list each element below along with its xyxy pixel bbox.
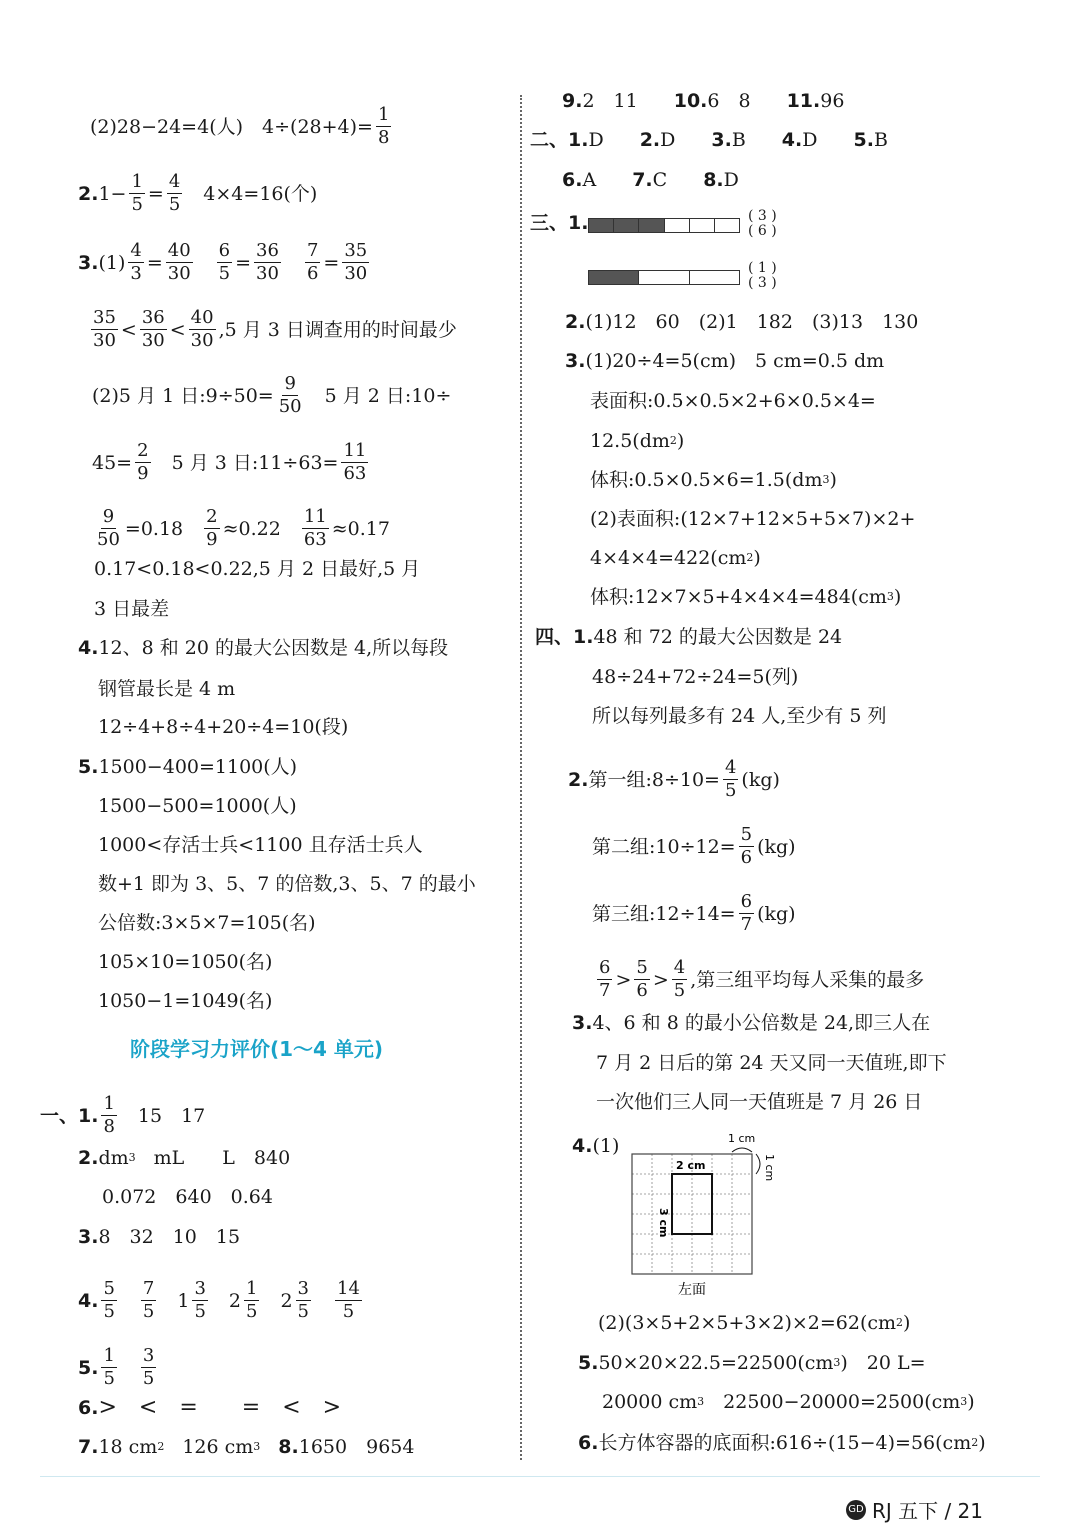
column-divider <box>520 95 522 1460</box>
item-number: 一、1. <box>40 1104 99 1127</box>
brace-side <box>756 1154 760 1174</box>
item-number: 5. <box>78 1356 99 1379</box>
answer-line: 45= $\frac{2}{9}$ 5 月 3 日:11÷63= $\frac{11}{63}$ <box>92 440 367 484</box>
answer-line: 4. (1) <box>572 1135 620 1157</box>
answer-line: 5. 1500−400=1100(人) <box>78 756 298 778</box>
answer-line: 钢管最长是 4 m <box>98 678 236 700</box>
answer-line: 0.17<0.18<0.22,5 月 2 日最好,5 月 <box>94 558 421 580</box>
answer-line: 6 7 > 5 6 > 4 5 ,第三组平均每人采集的最多 <box>599 957 925 1001</box>
footer-rule <box>40 1476 1040 1477</box>
answer-line: 1050−1=1049(名) <box>98 990 273 1012</box>
brace-top <box>732 1148 752 1152</box>
fraction-answer: ( 3 ) ( 6 ) <box>748 208 777 239</box>
answer-line: 一、1. 1 8 15 17 <box>40 1093 206 1137</box>
answer-line: $\frac{9}{50}$ =0.18 $\frac{2}{9}$ ≈0.22 $\frac{11}{63}$ ≈0.17 <box>97 506 390 550</box>
answer-line: 2. dm 3 mL L 840 <box>78 1147 291 1169</box>
item-number: 2. <box>568 768 589 791</box>
answer-line: 3. 4、6 和 8 的最小公倍数是 24,即三人在 <box>572 1012 931 1034</box>
answer-line: 体积:0.5×0.5×6=1.5(dm 3 ) <box>590 469 837 491</box>
label-1cm-side: 1 cm <box>763 1154 776 1182</box>
page-footer <box>846 1495 983 1524</box>
answer-line: 105×10=1050(名) <box>98 951 273 973</box>
answer-line: 9. 2 11 10. 6 8 11. 96 <box>562 90 845 112</box>
answer-line: 表面积:0.5×0.5×2+6×0.5×4= <box>590 390 876 412</box>
label-left-face: 左面 <box>678 1282 706 1298</box>
answer-line: (2)5 月 1 日:9÷50= $\frac{9}{50}$ 5 月 2 日:10÷ <box>92 373 452 417</box>
answer-line: 所以每列最多有 24 人,至少有 5 列 <box>592 705 887 727</box>
item-number: 7. <box>78 1436 99 1458</box>
answer-line: 48÷24+72÷24=5(列) <box>592 666 799 688</box>
label-1cm-top: 1 cm <box>728 1132 756 1145</box>
answer-line: 3. (1) $\frac{4}{3}$ = $\frac{40}{30}$ $\frac{6}{5}$ = $\frac{36}{30}$ $\frac{7}{6}$ = $\frac{35}{30}$ <box>78 240 368 284</box>
item-number: 5. <box>78 756 99 778</box>
item-number: 2. <box>565 311 586 333</box>
answer-line: 12÷4+8÷4+20÷4=10(段) <box>98 716 349 738</box>
item-number: 2. <box>78 182 99 205</box>
answer-line: 35 30 < 36 30 < 40 30 ,5 月 3 日调查用的时间最少 <box>93 307 457 351</box>
item-number: 四、1. <box>535 626 594 648</box>
item-number: 三、1. <box>530 212 589 234</box>
answer-line: 4×4×4=422(cm 2 ) <box>590 547 761 569</box>
answer-line: 7. 18 cm 2 126 cm 3 8. 1650 9654 <box>78 1436 415 1458</box>
item-number: 4. <box>78 1289 99 1312</box>
answer-line: 1000<存活士兵<1100 且存活士兵人 <box>98 834 423 856</box>
item-number: 6. <box>78 1397 99 1419</box>
item-number: 3. <box>572 1012 593 1034</box>
item-number: 2. <box>78 1147 99 1169</box>
fraction-bar-3-of-6 <box>588 218 740 233</box>
text: (2)28−24=4(人) 4÷(28+4)= <box>90 115 373 138</box>
publisher-logo-icon: GD <box>846 1500 866 1520</box>
answer-line: 二、1. D 2. D 3. B 4. D 5. B <box>530 129 888 151</box>
answer-line: 12.5(dm 2 ) <box>590 430 685 452</box>
fraction-answer: ( 1 ) ( 3 ) <box>748 260 777 291</box>
grid-lines <box>632 1154 752 1274</box>
answer-line: 6. 长方体容器的底面积:616÷(15−4)=56(cm 2 ) <box>578 1432 986 1454</box>
answer-line: 1500−500=1000(人) <box>98 795 297 817</box>
answer-line: 7 月 2 日后的第 24 天又同一天值班,即下 <box>596 1052 947 1074</box>
answer-line: 第二组:10÷12= $\frac{5}{6}$ (kg) <box>592 824 796 868</box>
label-3cm: 3 cm <box>657 1208 670 1238</box>
fraction-bar-1-of-3 <box>588 270 740 285</box>
item-number: 5. <box>578 1352 599 1374</box>
answer-line <box>90 104 394 149</box>
item-number: 3. <box>78 251 99 274</box>
fraction: $\frac{1}{8}$ <box>377 104 390 148</box>
answer-line: 2. 第一组:8÷10= $\frac{4}{5}$ (kg) <box>568 757 780 801</box>
item-number: 4. <box>572 1135 593 1157</box>
answer-line: 一次他们三人同一天值班是 7 月 26 日 <box>596 1091 923 1113</box>
answer-line: (2)表面积:(12×7+12×5+5×7)×2+ <box>590 508 916 530</box>
answer-line: (2)(3×5+2×5+3×2)×2=62(cm 2 ) <box>598 1312 911 1334</box>
answer-line: 0.072 640 0.64 <box>102 1186 273 1208</box>
item-number: 6. <box>578 1432 599 1454</box>
answer-line: 20000 cm 3 22500−20000=2500(cm 3 ) <box>602 1391 975 1413</box>
answer-line: 4. 12、8 和 20 的最大公因数是 4,所以每段 <box>78 637 449 659</box>
answer-line: 3 日最差 <box>94 598 170 620</box>
answer-line: 2. 1− $\frac{1}{5}$ = $\frac{4}{5}$ 4×4=16(个) <box>78 171 318 215</box>
page-number: RJ 五下 / 21 <box>871 1499 983 1523</box>
item-number: 4. <box>78 637 99 659</box>
answer-line: 四、1. 48 和 72 的最大公因数是 24 <box>535 626 843 648</box>
item-number: 3. <box>78 1226 99 1248</box>
answer-line: 6. A 7. C 8. D <box>562 169 739 191</box>
answer-line: 公倍数:3×5×7=105(名) <box>98 912 316 934</box>
answer-line: 3. 8 32 10 15 <box>78 1226 241 1248</box>
grid-diagram <box>620 1128 790 1303</box>
answer-line: 数+1 即为 3、5、7 的倍数,3、5、7 的最小 <box>98 873 476 895</box>
answer-line: 体积:12×7×5+4×4×4=484(cm 3 ) <box>590 586 902 608</box>
item-number: 8. <box>278 1436 299 1458</box>
answer-line: 第三组:12÷14= $\frac{6}{7}$ (kg) <box>592 891 796 935</box>
answer-line: 6. > < = = < > <box>78 1395 342 1420</box>
answer-line <box>530 211 588 235</box>
answer-line: 2. (1)12 60 (2)1 182 (3)13 130 <box>565 311 919 333</box>
answer-line: 3. (1)20÷4=5(cm) 5 cm=0.5 dm <box>565 350 885 372</box>
answer-line: 5. 50×20×22.5=22500(cm 3 ) 20 L= <box>578 1352 926 1374</box>
label-2cm: 2 cm <box>676 1159 706 1172</box>
answer-line: 4. 5 5 7 5 1 3 5 2 1 5 2 3 5 14 5 <box>78 1278 360 1322</box>
answer-line: 5. 1 5 3 5 <box>78 1345 155 1389</box>
section-heading: 阶段学习力评价(1～4 单元) <box>130 1037 384 1061</box>
item-number: 3. <box>565 350 586 372</box>
